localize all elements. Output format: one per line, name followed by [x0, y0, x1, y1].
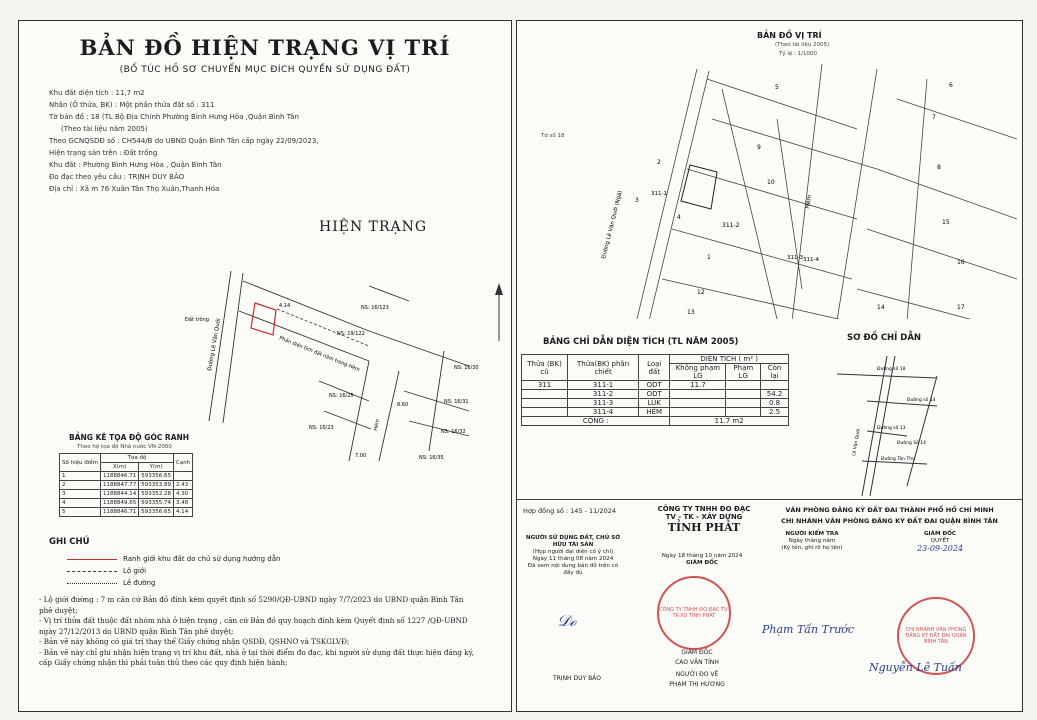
parcel-note: Phần diện tích đất nằm trong Hẻm: [278, 335, 361, 374]
area-subheader: Không phạm LG: [670, 364, 726, 381]
area-table-title: BẢNG CHỈ DẪN DIỆN TÍCH (TL NĂM 2005): [543, 337, 739, 347]
info-line: Địa chỉ : Xã m 76 Xuân Tân Thọ Xuân,Thanh Hóa: [49, 185, 220, 193]
table-row: [60, 499, 193, 508]
alley-label: Hẻm: [373, 418, 382, 432]
notes: [39, 595, 499, 669]
note-line: - Vị trí thửa đất thuộc đất nhóm nhà ở hiện trạng , căn cứ Bản đồ quy hoạch đính kèm Quyết định số 1227 /QĐ-UBND: [39, 616, 468, 625]
legend-row: [67, 565, 280, 577]
cell: 2.5: [761, 408, 789, 417]
cell: 1: [60, 472, 101, 481]
cell: 3.48: [174, 499, 193, 508]
signature-divider: [517, 499, 1022, 500]
legend-row: [67, 553, 280, 565]
house-no-label: NS: 16/30: [454, 365, 479, 371]
cell: 0.8: [761, 399, 789, 408]
cell: [726, 381, 761, 390]
cell: 1188847.77: [101, 481, 139, 490]
house-no-label: NS: 16/35: [419, 455, 444, 461]
surveyor-label: NGƯỜI ĐO VẼ: [675, 671, 719, 678]
cell: LUK: [639, 399, 670, 408]
guide-sketch: [817, 346, 1017, 501]
company-date: Ngày 18 tháng 10 năm 2024: [661, 553, 743, 559]
surveyor-name: PHẠM THỊ HƯƠNG: [669, 681, 725, 688]
parcel-number: 1: [707, 254, 711, 261]
parcel-number: 311-3: [787, 255, 803, 261]
vacant-label: Đất trống: [185, 317, 209, 323]
cell: 3: [60, 490, 101, 499]
cell: [670, 399, 726, 408]
house-no-label: NS: 16/25: [329, 393, 354, 399]
owner-note: Đã xem nội dung bản đồ trên có đầy đủ: [527, 563, 619, 576]
info-line: Đo đạc theo yêu cầu : TRỊNH DUY BẢO: [49, 173, 185, 181]
info-line: Theo GCNQSDĐ số : CH544/B do UBND Quận Bình Tân cấp ngày 22/09/2023,: [49, 137, 319, 145]
total-label: CỘNG :: [522, 417, 670, 426]
parcel-number: 8: [937, 164, 941, 171]
note-line: ngày 27/12/2013 do UBND quận Bình Tân phê duyệt;: [39, 626, 234, 636]
dimension-label: 8.60: [397, 402, 409, 408]
director-decision: QUYẾT: [930, 538, 950, 544]
house-no-label: NS: 16/31: [444, 399, 469, 405]
owner-head: NGƯỜI SỬ DỤNG ĐẤT, CHỦ SỞ HỮU TÀI SẢN: [525, 535, 621, 548]
current-map-panel: [18, 20, 512, 712]
area-subheader: Còn lại: [761, 364, 789, 381]
parcel-number: 311-1: [651, 191, 667, 197]
coords-subheader: X(m): [101, 463, 139, 472]
checker-signature-block: [757, 531, 867, 552]
office-line: CHI NHÁNH VĂN PHÒNG ĐĂNG KÝ ĐẤT ĐAI QUẬN BÌNH TÂN: [781, 517, 998, 525]
sheet-number: Tờ số 18: [541, 133, 565, 139]
table-row: [60, 472, 193, 481]
info-line: (Theo tài liệu năm 2005): [61, 125, 148, 133]
guide-road-label: Đường số 18: [877, 367, 906, 372]
cell: 593356.65: [139, 472, 174, 481]
parcel-number: 13: [687, 309, 695, 316]
company-signer-role: GIÁM ĐỐC: [681, 649, 713, 656]
parcel-number: 15: [942, 219, 950, 226]
company-line: TỈNH PHÁT: [667, 521, 741, 534]
table-row: [60, 508, 193, 517]
cell: 311-4: [568, 408, 639, 417]
cell: 593353.89: [139, 481, 174, 490]
owner-date: Ngày 11 tháng 08 năm 2024: [532, 556, 614, 562]
contract-number: Hợp đồng số : 145 - 11/2024: [523, 507, 617, 515]
info-line: Hiện trạng sản trên : Đất trống: [49, 149, 158, 157]
table-row: [60, 481, 193, 490]
parcel-number: 7: [932, 114, 936, 121]
map-scale: Tỷ lệ : 1/1000: [779, 51, 817, 57]
parcel-number: 9: [757, 144, 761, 151]
cell: [522, 408, 568, 417]
road-label: Đường Lê Văn Quới: [207, 318, 223, 372]
company-stamp: CÔNG TY TNHH ĐO ĐẠC TV-TK-XD TỈNH PHÁT: [657, 576, 731, 650]
table-row: [522, 381, 789, 390]
dimension-label: 7.00: [355, 453, 367, 459]
owner-head2: (Họp người đại diện có ý chí): [532, 549, 614, 555]
coords-title: BẢNG KÊ TỌA ĐỘ GÓC RANH: [69, 433, 190, 442]
coords-subheader: Y(m): [139, 463, 174, 472]
company-signature-block: [647, 553, 757, 567]
director-signature-block: [885, 531, 995, 552]
legend-label: Lộ giới: [123, 567, 147, 575]
area-header: DIỆN TÍCH ( m² ): [670, 355, 789, 364]
house-no-label: NS: 16/23: [309, 425, 334, 431]
area-header: Thửa (BK) cũ: [522, 355, 568, 381]
coords-header: Tọa độ: [101, 454, 174, 463]
owner-signature-block: [523, 535, 623, 577]
cell: HẺM: [639, 408, 670, 417]
checker-note: (Ký tên, ghi rõ họ tên): [781, 545, 843, 551]
location-map-panel: [516, 20, 1023, 712]
cell: 4.14: [174, 508, 193, 517]
coords-header: Cạnh: [174, 454, 193, 472]
guide-road-label: Đường số 13: [877, 426, 906, 431]
map-title: HIỆN TRẠNG: [319, 219, 428, 235]
location-map: [577, 59, 1017, 319]
table-row: [522, 408, 789, 417]
legend-row: [67, 577, 280, 589]
cell: [522, 390, 568, 399]
cell: [174, 472, 193, 481]
row-limit-swatch: [67, 571, 117, 572]
total-value: 11.7 m2: [670, 417, 789, 426]
legend-label: Ranh giới khu đất do chủ sử dụng hướng dẫn: [123, 555, 281, 563]
parcel-number: 311-2: [722, 222, 740, 229]
cell: ODT: [639, 381, 670, 390]
parcel-number: 12: [697, 289, 705, 296]
parcel-number: 10: [767, 179, 775, 186]
boundary-line-swatch: [67, 559, 117, 560]
cell: 1188846.71: [101, 472, 139, 481]
parcel-number: 3: [635, 197, 639, 204]
office-stamp: CHI NHÁNH VĂN PHÒNG ĐĂNG KÝ ĐẤT ĐAI QUẬN BÌNH TÂN: [897, 597, 975, 675]
parcel-number: 2: [657, 159, 661, 166]
owner-name: TRỊNH DUY BẢO: [552, 675, 602, 682]
cell: ODT: [639, 390, 670, 399]
table-row: [522, 390, 789, 399]
cell: 4: [60, 499, 101, 508]
guide-title: SƠ ĐỒ CHỈ DẪN: [847, 333, 922, 343]
guide-road-label: Đường Tân Thọ: [881, 457, 915, 462]
document-title: BẢN ĐỒ HIỆN TRẠNG VỊ TRÍ: [79, 35, 451, 60]
cell: 11.7: [670, 381, 726, 390]
note-line: - Lộ giới đường : 7 m căn cứ Bản đồ đính kèm quyết định số 5290/QĐ-UBND ngày 7/7/2023 do UBND quận Bình Tân: [39, 595, 464, 604]
director-date: 23-09-2024: [916, 544, 964, 553]
road-label: Đường Lê Văn Quới (Ngã): [601, 190, 624, 260]
area-table: [521, 354, 789, 426]
guide-road-label: Lê Văn Quới: [852, 428, 862, 457]
office-line: VĂN PHÒNG ĐĂNG KÝ ĐẤT ĐAI THÀNH PHỐ HỒ CHÍ MINH: [785, 506, 994, 514]
director-head: GIÁM ĐỐC: [923, 531, 957, 537]
company-role: GIÁM ĐỐC: [685, 560, 719, 566]
cell: [670, 390, 726, 399]
table-row: [522, 399, 789, 408]
info-line: Tờ bản đồ : 18 (TL Bộ Địa Chính Phường Bình Hưng Hòa ,Quận Bình Tân: [49, 113, 299, 121]
note-line: - Bản vẽ này không có giá trị thay thế Giấy chứng nhận QSDĐ, QSHNƠ và TSKGLVĐ;: [39, 637, 350, 646]
cell: [670, 408, 726, 417]
location-map-title: BẢN ĐỒ VỊ TRÍ: [757, 31, 822, 40]
cell: 311-2: [568, 390, 639, 399]
registration-office: [757, 505, 1022, 527]
info-line: Nhãn (Ô thửa, BK) : Một phần thửa đất số : 311: [49, 101, 215, 109]
house-no-label: NS: 16/123: [361, 305, 389, 311]
director-signature: Nguyễn Lê Tuấn: [869, 661, 962, 674]
parcel-number: 14: [877, 304, 885, 311]
parcel-number: 5: [775, 84, 779, 91]
parcel-number: 16: [957, 259, 965, 266]
parcel-number: 311-4: [803, 257, 819, 263]
checker-head: NGƯỜI KIỂM TRA: [785, 531, 839, 537]
cell: [761, 381, 789, 390]
legend-label: Lề đường: [123, 579, 156, 587]
coordinate-table: [59, 453, 193, 517]
cell: 1188846.71: [101, 508, 139, 517]
cell: 593356.65: [139, 508, 174, 517]
note-line: - Bản vẽ này chỉ ghi nhận hiện trạng vị trí khu đất, nhà ở tại thời điểm đo đạc, khi người sử dụng đất thực hiện đăng ký,: [39, 647, 474, 657]
parcel-number: 6: [949, 82, 953, 89]
dimension-label: 4.14: [279, 303, 291, 309]
cell: 1188844.14: [101, 490, 139, 499]
owner-signature: 𝒟ℴ: [557, 611, 577, 630]
note-line: phê duyệt;: [39, 605, 78, 615]
cell: [522, 399, 568, 408]
curb-line-swatch: [67, 583, 117, 584]
coords-header: Số hiệu điểm: [60, 454, 101, 472]
house-no-label: NS: 19/122: [337, 331, 365, 337]
notes-title: GHI CHÚ: [49, 537, 90, 547]
location-map-subtitle: (Theo tài liệu 2005): [775, 42, 830, 48]
guide-road-label: Đường số 14: [907, 398, 936, 403]
cell: 5: [60, 508, 101, 517]
info-line: Khu đất : Phường Bình Hưng Hòa , Quận Bình Tân: [49, 161, 222, 169]
alley-label: Hẻm: [804, 194, 814, 210]
area-subheader: Phạm LG: [726, 364, 761, 381]
cell: 593355.74: [139, 499, 174, 508]
cell: [726, 408, 761, 417]
parcel-number: 4: [677, 214, 681, 221]
checker-date: Ngày tháng năm: [788, 538, 836, 544]
guide-road-label: Đường Số 14: [897, 441, 926, 446]
current-state-sketch: [169, 251, 509, 461]
area-header: Loại đất: [639, 355, 670, 381]
table-row: [522, 417, 789, 426]
parcel-info: [49, 87, 319, 195]
info-line: Khu đất diện tích : 11,7 m2: [49, 89, 145, 97]
checker-signature: Phạm Tấn Trước: [762, 623, 855, 636]
parcel-number: 17: [957, 304, 965, 311]
cell: 2.43: [174, 481, 193, 490]
note-line: cấp Giấy chứng nhận thì phải tuân thủ theo các quy định hiện hành;: [39, 658, 288, 667]
cell: 54.2: [761, 390, 789, 399]
house-no-label: NS: 16/32: [441, 429, 466, 435]
cell: [726, 399, 761, 408]
table-row: [60, 490, 193, 499]
coords-subtitle: Theo hệ tọa độ Nhà nước VN-2000: [77, 444, 172, 450]
legend: [67, 553, 280, 589]
company-line: TV - TK - XÂY DỰNG: [665, 513, 743, 521]
cell: [726, 390, 761, 399]
document-subtitle: (BỔ TÚC HỒ SƠ CHUYỂN MỤC ĐÍCH QUYỀN SỬ DỤNG ĐẤT): [119, 65, 411, 75]
area-header: Thửa(BK) phân chiết: [568, 355, 639, 381]
cell: 311-3: [568, 399, 639, 408]
cell: 4.30: [174, 490, 193, 499]
cell: 1188849.65: [101, 499, 139, 508]
company-signer-name: CAO VĂN TÍNH: [675, 659, 719, 666]
cell: 311: [522, 381, 568, 390]
company-line: CÔNG TY TNHH ĐO ĐẠC: [657, 505, 751, 513]
cell: 311-1: [568, 381, 639, 390]
cell: 593352.28: [139, 490, 174, 499]
cell: 2: [60, 481, 101, 490]
